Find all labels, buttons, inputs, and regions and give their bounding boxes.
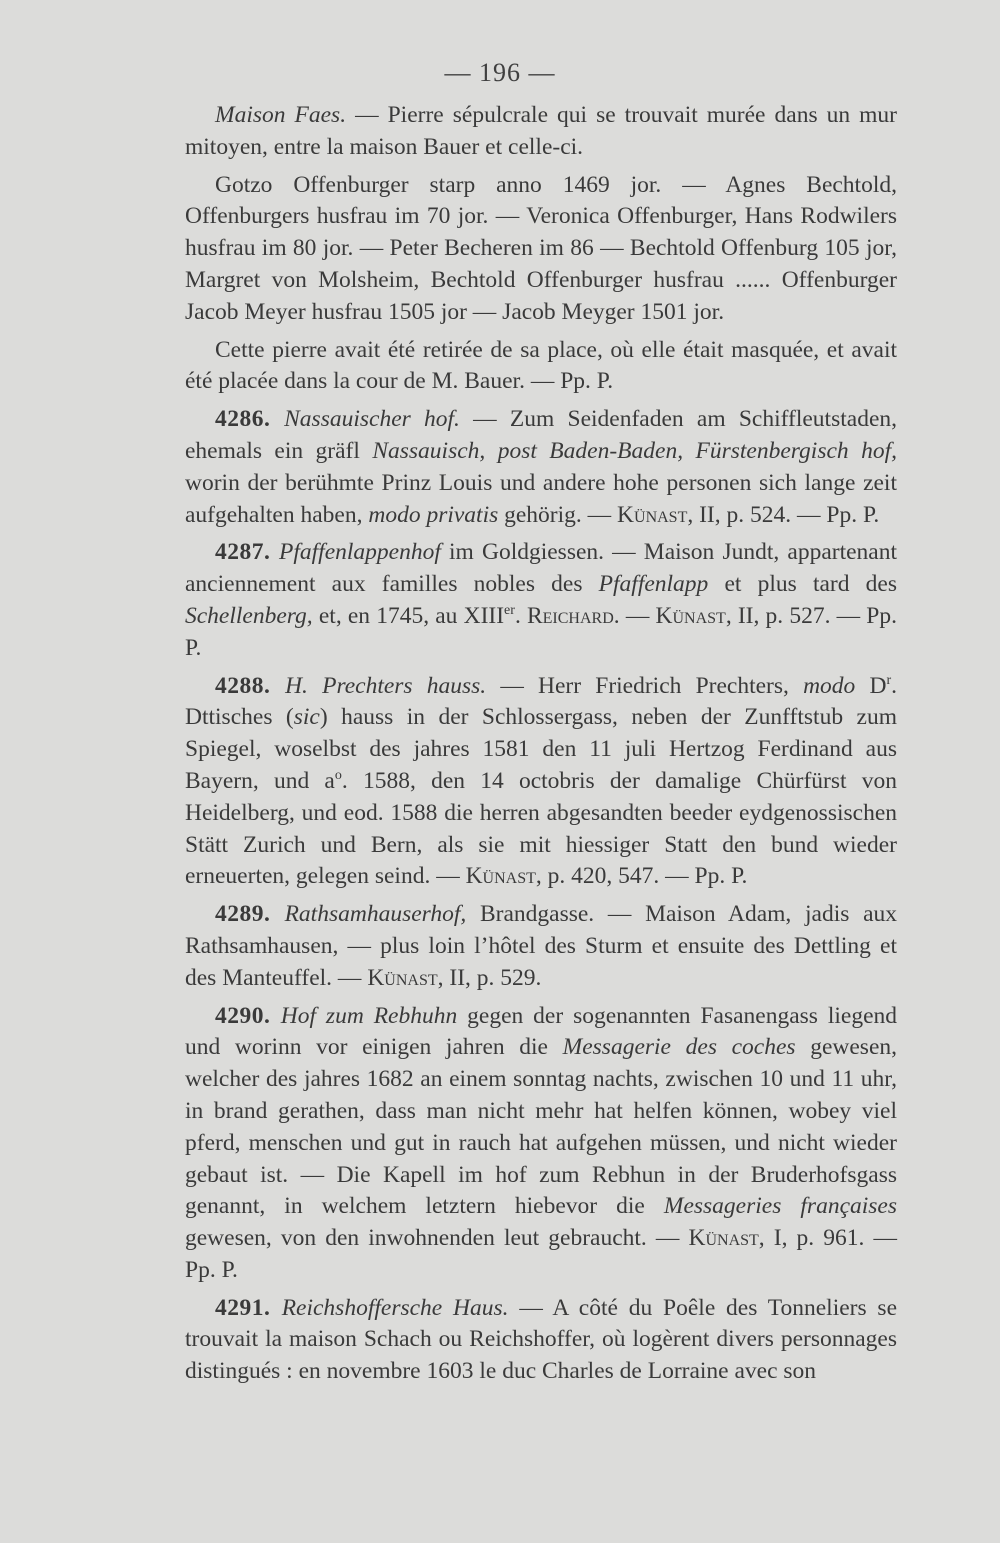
entry-text: . Dttisches ( xyxy=(185,672,897,731)
italic-text: Pfaffenlappenhof xyxy=(279,539,441,566)
entry-number: 4287. xyxy=(215,539,280,566)
italic-text: Schellenberg, xyxy=(185,602,313,629)
italic-text: sic xyxy=(293,704,320,731)
entry-heading: Maison Faes. xyxy=(215,102,347,128)
author-reference: Künast xyxy=(617,501,688,528)
entry-maison-faes xyxy=(185,100,897,164)
italic-text: Hof zum Rebhuhn xyxy=(280,1002,458,1029)
entry-text: , II, p. 527. — Pp. P. xyxy=(185,602,897,661)
entry-text: et plus tard des xyxy=(708,571,897,598)
entry-text: , I, p. 961. — Pp. P. xyxy=(185,1225,897,1283)
page-body xyxy=(185,100,897,1394)
author-reference: Künast xyxy=(367,964,438,991)
paragraph-gotzo: Gotzo Offenburger starp anno 1469 jor. — Agnes Bechtold, Offenburgers husfrau im 70 jor. — Veronica Offenburger, Hans Rodwilers husfrau im 80 jor. — Peter Becheren im 86 — Bechtold Offenburg 105 jor, Margret von Molsheim, Bechtold Offenburger husfrau ...... Offenburger Jacob Meyer husfrau 1505 jor — Jacob Meyger 1501 jor. xyxy=(185,171,897,325)
superscript: r xyxy=(886,672,892,688)
entry-4287 xyxy=(185,537,897,664)
italic-text: Messageries françaises xyxy=(663,1193,897,1220)
italic-text: Messagerie des coches xyxy=(562,1034,796,1061)
page-number: — 196 — xyxy=(444,58,556,87)
paragraph-cette-pierre: Cette pierre avait été retirée de sa place, où elle était masquée, et avait été placée dans la cour de M. Bauer. — Pp. P. xyxy=(185,336,897,395)
entry-text: gehörig. — xyxy=(498,501,618,528)
entry-text: ) hauss in der Schlossergass, neben der Zunfftstub zum Spiegel, woselbst des jahres 1581 den 11 juli Hertzog Ferdinand aus Bayern, und a xyxy=(185,704,897,794)
italic-text: Rathsamhauserhof, xyxy=(284,901,467,928)
entry-4290 xyxy=(185,1001,897,1287)
entry-text: D xyxy=(855,672,887,699)
entry-text: , II, p. 529. xyxy=(437,964,542,991)
entry-text: gegen der sogenannten Fasanengass liegend und worinn vor einigen jahren die xyxy=(185,1002,897,1061)
superscript: o xyxy=(334,768,342,784)
author-reference: Künast xyxy=(655,602,726,629)
italic-text: H. Prechters hauss. xyxy=(285,672,487,699)
entry-text: et, en 1745, au XIII xyxy=(312,602,505,629)
entry-text: , II, p. 524. — Pp. P. xyxy=(687,501,880,528)
superscript: er xyxy=(504,603,515,619)
entry-number: 4289. xyxy=(215,901,285,928)
entry-text: Brandgasse. — Maison Adam, jadis aux Rathsamhausen, — plus loin l’hôtel des Sturm et ensuite des Dettling et des Manteuffel. — xyxy=(185,901,898,991)
author-reference: Künast xyxy=(688,1225,759,1252)
italic-text: modo xyxy=(803,672,856,699)
entry-text: worin der berühmte Prinz Louis und andere hohe personen sich lange zeit aufgehalten haben, xyxy=(185,469,897,528)
entry-text: im Goldgiessen. — Maison Jundt, appartenant anciennement aux familles nobles des xyxy=(185,539,897,598)
italic-text: Reichshoffersche Haus. xyxy=(281,1294,509,1321)
entry-number: 4286. xyxy=(215,406,285,433)
entry-text: — Herr Friedrich Prechters, xyxy=(486,672,804,699)
italic-text: Nassauischer hof. xyxy=(284,406,460,433)
entry-text: — Pierre sépulcrale qui se trouvait murée dans un mur mitoyen, entre la maison Bauer et celle-ci. xyxy=(185,102,897,160)
author-reference: Reichard xyxy=(526,602,614,629)
entry-text: . xyxy=(514,602,527,629)
author-reference: Künast xyxy=(465,863,536,890)
entry-text: — A côté du Poêle des Tonneliers se trouvait la maison Schach ou Reichshoffer, où logèrent divers personnages distingués : en novembre 1603 le duc Charles de Lorraine avec son xyxy=(185,1294,897,1385)
entry-number: 4288. xyxy=(215,672,286,699)
entry-number: 4290. xyxy=(215,1002,281,1029)
entry-4289 xyxy=(185,899,897,994)
entry-4288 xyxy=(185,671,897,894)
entry-text: , p. 420, 547. — Pp. P. xyxy=(535,863,748,890)
entry-number: 4291. xyxy=(215,1294,282,1321)
italic-text: modo privatis xyxy=(368,501,499,528)
italic-text: Pfaffenlapp xyxy=(598,571,709,598)
entry-text: — Zum Seidenfaden am Schiffleutstaden, ehemals ein gräfl xyxy=(185,406,897,464)
entry-text: . — xyxy=(613,602,656,629)
italic-text: Nassauisch, post Baden-Baden, Fürstenbergisch hof, xyxy=(372,437,897,464)
entry-text: . 1588, den 14 octobris der damalige Chürfürst von Heidelberg, und eod. 1588 die herren abgesandten beeder eydgenossischen Stätt Zurich und Bern, als sie mit hiessiger Statt den bund wieder erneuerten, gelegen seind. — xyxy=(185,767,898,890)
entry-4286 xyxy=(185,404,897,531)
entry-text: gewesen, welcher des jahres 1682 an einem sonntag nachts, zwischen 10 und 11 uhr, in brand gerathen, dass man nicht mehr hat helfen können, wobey viel pferd, menschen und gut in rauch hat aufgehen müssen, und nicht wieder gebaut ist. — Die Kapell im hof zum Rebhun in der Bruderhofsgass genannt, in welchem letztern hiebevor die xyxy=(185,1034,897,1220)
entry-4291 xyxy=(185,1293,897,1388)
entry-text: gewesen, von den inwohnenden leut gebraucht. — xyxy=(185,1225,689,1252)
